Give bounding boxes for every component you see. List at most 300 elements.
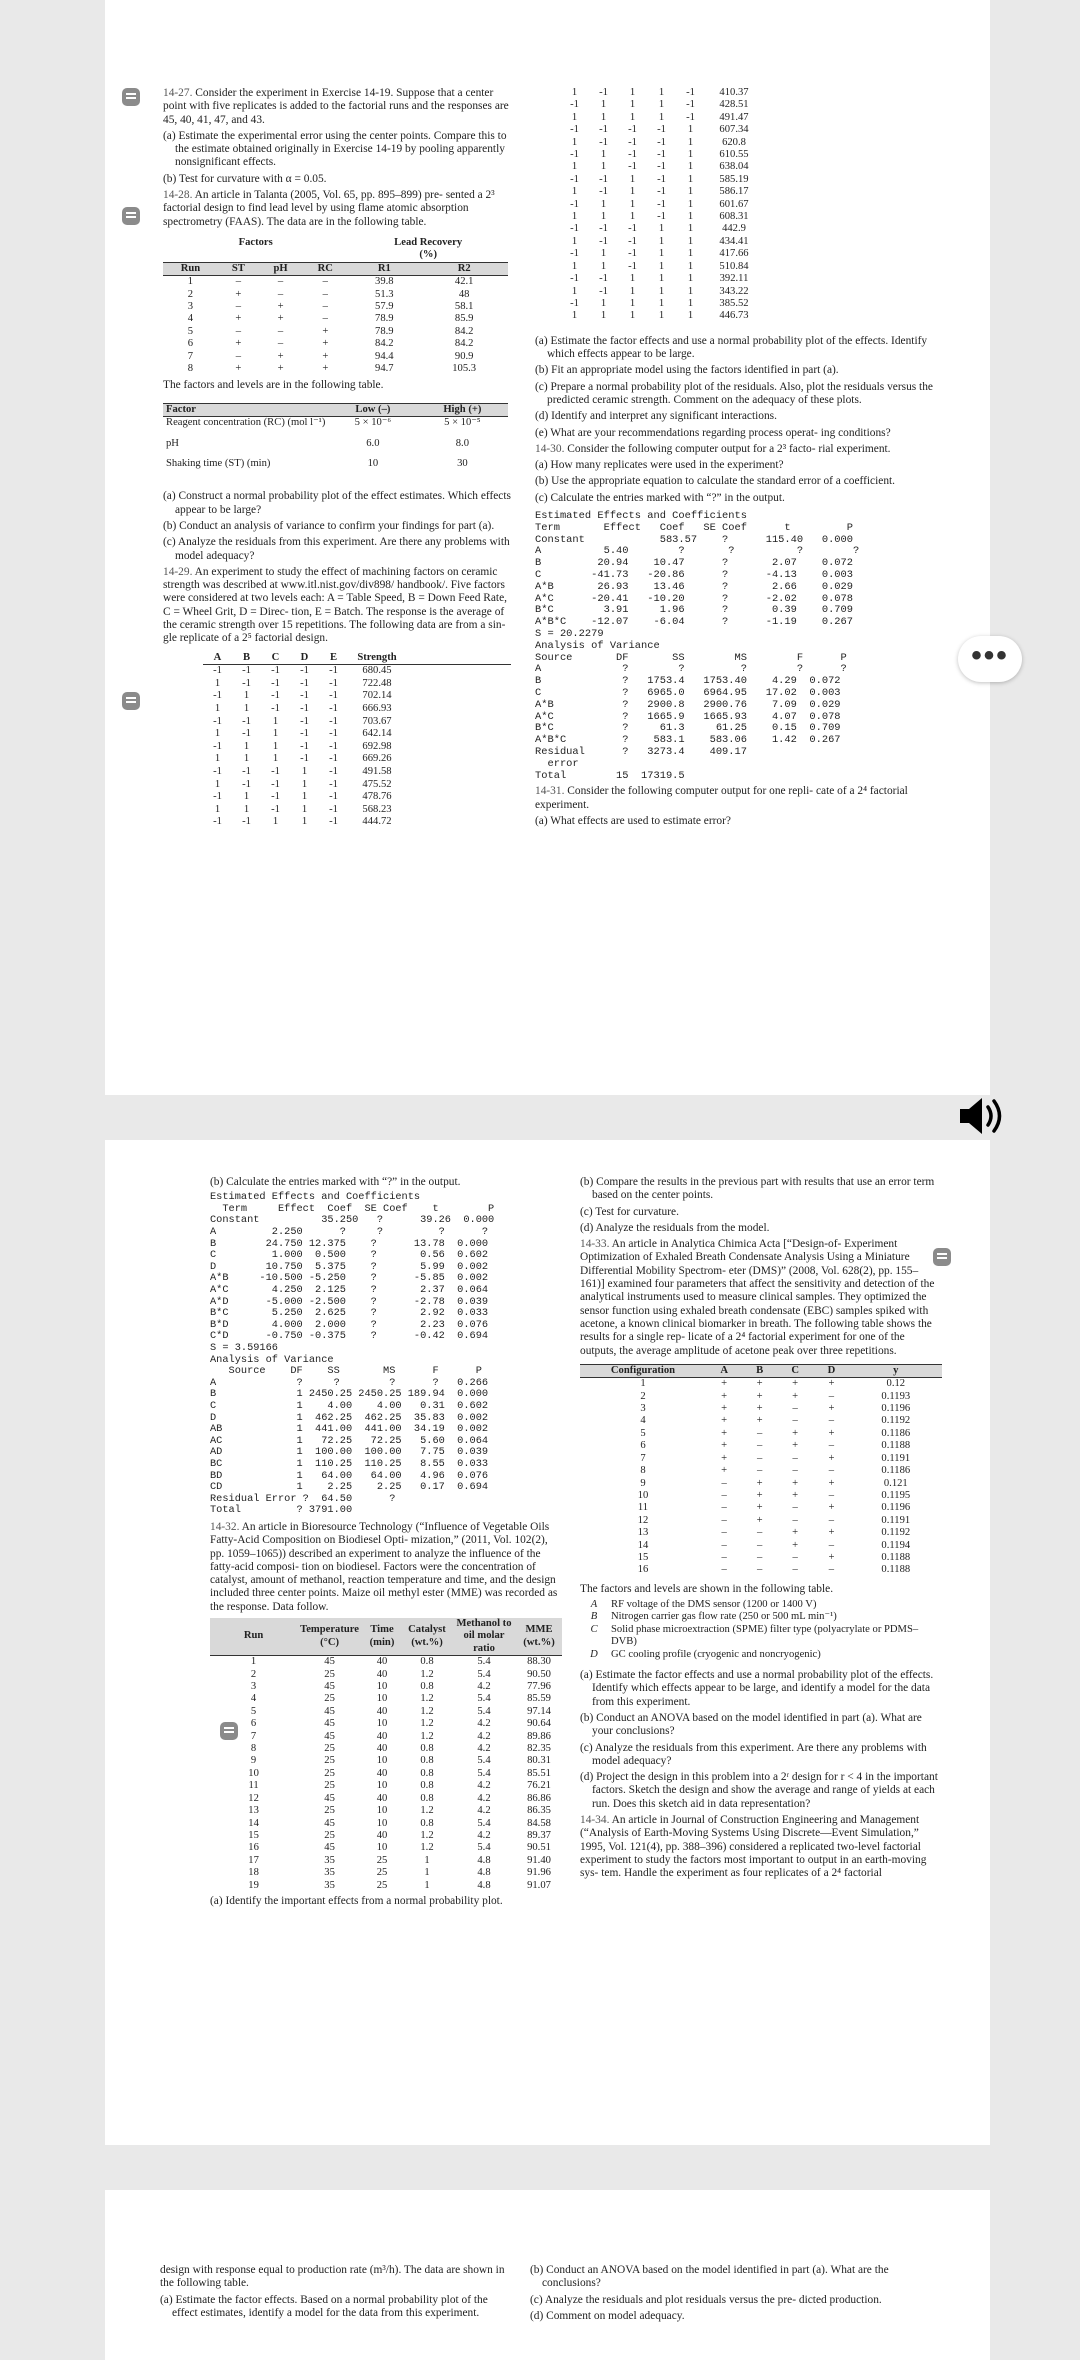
table-cell: 1 — [301, 791, 308, 803]
table-cell: 14 — [637, 1539, 649, 1551]
table-cell: 703.67 — [362, 715, 392, 727]
ex-14-28: 14-28. An article in Talanta (2005, Vol. 65, pp. 895–899) pre- sented a 2³ factorial design to find lead level by using flame atomic absorption spectrometry (FAAS). The data are in the following table. — [163, 189, 495, 228]
ex-14-33: 14-33. An article in Analytica Chimica Acta [“Design-of- Experiment Optimization of Exhaled Breath Condensate Analysis Using a Miniature Differential Mobility Spectrom- eter (DMS)” (2008, Vol. 628(2), pp. 155–161)] examined four parameters that affect the sensitivity and detection of the analytical instruments used to measure clinical samples. They optimized the sensor function using exhaled breath condensate (EBC) samples spiked with acetone, a known clinical biomarker in breath. The following table shows the results for a single rep- licate of a 2⁴ factorial experiment for one of the outputs, the average amplitude of acetone peak over three repetitions. — [580, 1238, 935, 1357]
table-cell: 77.96 — [527, 1681, 551, 1693]
table-cell: 1 — [687, 136, 694, 148]
table-cell: + — [756, 1403, 763, 1415]
table-cell: 510.84 — [719, 260, 749, 272]
table-cell: 1 — [571, 211, 578, 223]
annotation-icon[interactable] — [122, 207, 140, 225]
table-cell: -1 — [300, 703, 309, 714]
table-cell: -1 — [570, 248, 579, 260]
table-cell: 17 — [248, 1854, 259, 1866]
annotation-icon[interactable] — [122, 692, 140, 710]
table-cell: 25 — [324, 1805, 335, 1817]
table-cell: -1 — [242, 715, 251, 727]
table-cell: 88.30 — [527, 1656, 551, 1668]
more-options-icon[interactable]: ••• — [958, 636, 1022, 682]
ex-14-29-b: (b) Fit an appropriate model using the factors identified in part (a). — [535, 364, 839, 377]
table-cell: 5.4 — [477, 1767, 491, 1779]
table-cell: 10 — [376, 1805, 388, 1817]
table-cell: – — [792, 1403, 798, 1415]
table-cell: 84.58 — [527, 1817, 551, 1829]
table-cell: 5 — [640, 1427, 646, 1439]
textbook-page-3 — [105, 2190, 990, 2360]
table-cell: -1 — [657, 186, 666, 198]
table-cell: 97.14 — [527, 1705, 551, 1717]
ex-14-28-a: (a) Construct a normal probability plot of the effect estimates. Which effects appear to be large? — [163, 490, 511, 516]
table-cell: 1 — [629, 186, 636, 198]
table-cell: 1 — [600, 248, 607, 260]
table-cell: 4.8 — [477, 1854, 491, 1866]
table-cell: -1 — [686, 99, 695, 111]
table-cell: 12 — [637, 1514, 649, 1526]
table-cell: + — [721, 1403, 728, 1415]
table-cell: + — [721, 1378, 728, 1390]
table-cell: -1 — [628, 223, 637, 235]
table-row — [203, 716, 511, 729]
table-cell: -1 — [271, 778, 280, 790]
table-cell: 607.34 — [719, 124, 749, 136]
table-cell: 16 — [637, 1564, 649, 1576]
table-cell: 16 — [248, 1842, 259, 1854]
output-line: AC 1 72.25 72.25 5.60 0.064 — [210, 1434, 489, 1447]
table-cell: 84.2 — [454, 338, 474, 350]
table-cell: 7 — [250, 1730, 257, 1742]
table-cell: -1 — [329, 803, 338, 815]
table-cell: 8 — [250, 1743, 257, 1755]
table-row — [580, 1515, 942, 1527]
table-row — [580, 1403, 942, 1415]
table-cell: -1 — [628, 161, 637, 173]
table-cell: -1 — [300, 677, 309, 689]
table-cell: 1 — [571, 111, 578, 123]
table-cell: 5.4 — [477, 1693, 491, 1705]
table-cell: 84.2 — [454, 325, 474, 337]
table-cell: 0.1191 — [881, 1452, 911, 1464]
table-cell: 1.2 — [420, 1842, 434, 1854]
table-cell: -1 — [271, 703, 280, 714]
table-cell: 5.4 — [477, 1668, 491, 1680]
table-cell: 1 — [214, 703, 221, 714]
table-cell: -1 — [329, 791, 338, 803]
table-cell: – — [757, 1539, 763, 1551]
table-cell: 1 — [658, 273, 665, 285]
table-cell: 25 — [324, 1743, 335, 1755]
output-line: Constant 35.250 ? 39.26 0.000 — [210, 1214, 495, 1227]
table-cell: 0.1196 — [881, 1502, 911, 1514]
table-cell: – — [721, 1564, 727, 1576]
table-cell: + — [828, 1477, 835, 1489]
table-cell: 86.35 — [527, 1805, 551, 1817]
table-cell: 0.8 — [420, 1681, 434, 1693]
table-cell: 5.4 — [477, 1755, 491, 1767]
table-cell: 385.52 — [719, 297, 749, 309]
table-cell: 25 — [324, 1668, 335, 1680]
table-cell: 0.1195 — [881, 1489, 911, 1501]
table-cell: -1 — [271, 690, 280, 702]
table-cell: 25 — [376, 1867, 388, 1879]
table-cell: – — [792, 1465, 798, 1477]
table-cell: 13 — [637, 1527, 649, 1539]
table-cell: 91.40 — [527, 1854, 551, 1866]
speaker-icon[interactable] — [950, 1087, 1010, 1145]
table-cell: 1 — [687, 285, 694, 297]
output-line: S = 20.2279 — [535, 627, 604, 640]
table-cell: 1 — [424, 1854, 430, 1866]
table-cell: 8 — [640, 1465, 646, 1477]
table-cell: -1 — [242, 816, 251, 828]
table-cell: 0.1196 — [881, 1403, 911, 1415]
table-row — [203, 791, 511, 804]
table-cell: 25 — [324, 1829, 335, 1841]
table-cell: 45 — [324, 1730, 335, 1742]
table-row — [580, 1465, 942, 1477]
table-cell: 1 — [571, 235, 578, 247]
table-cell: -1 — [599, 124, 608, 136]
table-cell: 10 — [376, 1681, 388, 1693]
output-line: C 1 4.00 4.00 0.31 0.602 — [210, 1399, 489, 1412]
ex-14-32-b: (b) Compare the results in the previous part with results that use an error term based on the center points. — [580, 1176, 935, 1202]
table-row — [560, 298, 955, 310]
table-cell: -1 — [329, 728, 338, 740]
table-cell: 25 — [324, 1780, 335, 1792]
table-cell: 10 — [376, 1780, 388, 1792]
table-row — [163, 351, 508, 363]
table-cell: – — [757, 1551, 763, 1563]
table-cell: 1 — [600, 149, 607, 161]
table-cell: 40 — [376, 1668, 388, 1680]
table-row — [580, 1552, 942, 1564]
computer-output-14-31 — [210, 1192, 562, 1517]
table-cell: -1 — [213, 690, 222, 702]
table-row — [560, 112, 955, 124]
table-row — [580, 1378, 942, 1391]
acetone-rows — [580, 1378, 942, 1577]
table-cell: 57.9 — [375, 301, 394, 312]
table-cell: 1 — [424, 1867, 430, 1879]
table-cell: 1 — [629, 99, 636, 111]
output-line: AD 1 100.00 100.00 7.75 0.039 — [210, 1446, 489, 1459]
table-row — [560, 236, 955, 248]
table-cell: 1.2 — [420, 1668, 434, 1680]
table-cell: -1 — [628, 149, 637, 161]
table-cell: + — [792, 1390, 799, 1402]
table-cell: 680.45 — [362, 665, 392, 677]
table-cell: 446.73 — [719, 310, 749, 322]
table-cell: 4.2 — [477, 1681, 491, 1693]
output-line: A 2.250 ? ? ? ? — [210, 1226, 489, 1239]
textbook-page-2 — [105, 1140, 990, 2145]
table-cell: 1 — [658, 285, 665, 297]
table-row — [163, 338, 508, 350]
table-cell: -1 — [570, 273, 579, 285]
table-cell: -1 — [213, 816, 222, 828]
table-cell: – — [792, 1452, 798, 1464]
table-row — [203, 665, 511, 678]
ex-14-27: 14-27. Consider the experiment in Exercise 14-19. Suppose that a center point with five replicates is added to the factorial runs and the responses are 45, 40, 41, 47, and 43. — [163, 87, 509, 126]
table-cell: + — [235, 288, 242, 300]
table-cell: 1 — [301, 765, 308, 777]
table-cell: 585.19 — [719, 173, 749, 185]
table-cell: + — [792, 1440, 799, 1452]
output-line: Total 15 17319.5 — [535, 769, 685, 782]
table-cell: 392.11 — [719, 273, 749, 285]
table-cell: – — [828, 1489, 835, 1501]
table-cell: + — [322, 350, 329, 362]
output-line: BC 1 110.25 110.25 8.55 0.033 — [210, 1457, 489, 1470]
table-cell: 1 — [571, 161, 578, 173]
ex-14-31-b: (b) Calculate the entries marked with “?” in the output. — [210, 1176, 461, 1188]
table-cell: -1 — [271, 791, 280, 803]
table-row — [580, 1527, 942, 1539]
table-cell: -1 — [599, 273, 608, 285]
table-cell: 10 — [376, 1718, 388, 1730]
ex-14-29: 14-29. An experiment to study the effect of machining factors on ceramic strength was described at www.itl.nist.gov/div898/ handbook/. Five factors were considered at two levels each: A = Table Speed, B = Down Feed Rate, C = Wheel Grit, D = Direc- tion, E = Batch. The response is the average of the ceramic strength over 15 repetitions. The following data are from a sin- gle replicate of a 2⁵ factorial design. — [163, 565, 507, 645]
table-cell: -1 — [300, 753, 309, 765]
output-line: B*D 4.000 2.000 ? 2.23 0.076 — [210, 1318, 489, 1331]
table-cell: 5.4 — [477, 1842, 491, 1854]
output-line: C*D -0.750 -0.375 ? -0.42 0.694 — [210, 1330, 489, 1343]
table-cell: – — [721, 1551, 727, 1563]
output-line: A ? ? ? ? ? — [535, 663, 847, 676]
ex-14-34: 14-34. An article in Journal of Construction Engineering and Management (“Analysis of Earth-Moving Systems Using Discrete—Event Simulation,” 1995, Vol. 121(4), pp. 388–396) considered a replicated two-level factorial experiment to study the factors most important to output in an earth-moving sys- tem. Handle the experiment as four replicates of a 2⁴ factorial — [580, 1814, 927, 1880]
table-cell: 94.7 — [375, 363, 394, 375]
table-cell: + — [235, 338, 242, 350]
table-cell: 78.9 — [375, 313, 394, 325]
table-cell: -1 — [570, 198, 579, 210]
table-cell: 1 — [687, 161, 694, 173]
table-cell: 0.1188 — [881, 1564, 911, 1576]
table-cell: -1 — [242, 778, 251, 790]
ex-14-33-a: (a) Estimate the factor effects and use a normal probability plot of the effects. Identify which effects appear to be large, and identify a model for the data from this experiment. — [580, 1669, 934, 1708]
table-cell: 1 — [658, 260, 665, 272]
table-cell: 3 — [640, 1403, 646, 1415]
table-cell: 6 — [187, 338, 194, 350]
annotation-icon[interactable] — [933, 1248, 951, 1266]
table-cell: -1 — [570, 223, 579, 235]
table-row — [210, 1718, 562, 1730]
table-cell: + — [756, 1514, 763, 1526]
table-cell: + — [828, 1427, 835, 1439]
ex-14-31: 14-31. Consider the following computer output for one repli- cate of a 2⁴ factorial experiment. — [535, 785, 908, 811]
table-cell: + — [756, 1378, 763, 1390]
table-cell: 89.86 — [527, 1730, 551, 1742]
table-cell: 6 — [250, 1718, 257, 1730]
table-cell: -1 — [300, 690, 309, 702]
table-cell: 491.58 — [362, 765, 392, 777]
table-cell: + — [322, 338, 329, 350]
table-cell: – — [757, 1452, 763, 1464]
table-cell: 0.1193 — [881, 1390, 911, 1402]
table-cell: 45 — [324, 1681, 335, 1693]
table-cell: 90.9 — [454, 350, 474, 362]
table-cell: – — [235, 325, 242, 337]
table-row — [210, 1693, 562, 1705]
table-cell: 1 — [658, 111, 665, 123]
table-cell: 1 — [243, 791, 250, 803]
table-cell: – — [792, 1514, 798, 1526]
table-cell: 1.2 — [420, 1718, 434, 1730]
table-cell: 1 — [214, 803, 221, 815]
table-cell: -1 — [329, 816, 338, 828]
levels-intro: The factors and levels are in the following table. — [163, 379, 384, 392]
table-cell: 1 — [272, 715, 279, 727]
table-cell: 4.8 — [477, 1867, 491, 1879]
table-cell: 0.1186 — [881, 1465, 911, 1477]
output-line: C 1.000 0.500 ? 0.56 0.602 — [210, 1249, 489, 1262]
table-cell: 0.8 — [420, 1656, 434, 1668]
table-cell: 1 — [272, 740, 279, 752]
table-cell: 45 — [324, 1842, 335, 1854]
ex-14-34-a: (a) Estimate the factor effects. Based on a normal probability plot of the effect estimates, identify a model for the data from this experiment. — [160, 2293, 488, 2319]
ex-14-32-c: (c) Test for curvature. — [580, 1205, 679, 1218]
output-line: Source DF SS MS F P — [535, 651, 847, 664]
table-cell: 1 — [600, 161, 607, 173]
output-line: B ? 1753.4 1753.40 4.29 0.072 — [535, 675, 841, 688]
dms-levels-rows — [580, 1599, 942, 1661]
table-cell: 1 — [250, 1656, 257, 1668]
table-cell: 4.8 — [477, 1879, 491, 1891]
table-cell: 86.86 — [527, 1792, 551, 1804]
table-cell: 1 — [687, 186, 694, 198]
table-cell: + — [828, 1378, 835, 1390]
table-cell: Nitrogen carrier gas flow rate (250 or 500 mL min⁻¹) — [611, 1611, 837, 1623]
table-cell: 1 — [658, 99, 665, 111]
table-cell: -1 — [628, 136, 637, 148]
ex-14-27-a: (a) Estimate the experimental error using the center points. Compare this to the estimate obtained originally in Exercise 14-19 by pooling apparently nonsignificant effects. — [163, 129, 507, 169]
table-cell: -1 — [657, 124, 666, 136]
output-line: D 1 462.25 462.25 35.83 0.002 — [210, 1411, 489, 1424]
table-cell: + — [792, 1539, 799, 1551]
table-cell: + — [828, 1527, 835, 1539]
ex-14-32-a: (a) Identify the important effects from a normal probability plot. — [210, 1894, 503, 1907]
table-cell: 11 — [248, 1780, 259, 1792]
table-cell: 94.4 — [375, 350, 394, 362]
table-cell: 0.1188 — [881, 1551, 911, 1563]
output-line: A*B*C -12.07 -6.04 ? -1.19 0.267 — [535, 616, 854, 629]
table-cell: 1 — [629, 173, 636, 185]
table-cell: 1 — [187, 276, 194, 288]
table-cell: 4.2 — [477, 1829, 491, 1841]
table-cell: – — [721, 1477, 727, 1489]
table-cell: 82.35 — [527, 1743, 551, 1755]
table-cell: 1 — [571, 285, 578, 297]
table-cell: 1 — [600, 260, 607, 272]
table-row — [580, 1440, 942, 1452]
table-row — [580, 1599, 942, 1611]
table-cell: 0.8 — [420, 1792, 434, 1804]
table-row — [560, 261, 955, 273]
table-cell: 1 — [658, 248, 665, 260]
ex-14-33-levels-intro: The factors and levels are shown in the following table. — [580, 1582, 834, 1595]
table-cell: – — [721, 1539, 727, 1551]
ex-14-32-d: (d) Analyze the residuals from the model. — [580, 1221, 770, 1234]
output-line: D 10.750 5.375 ? 5.99 0.002 — [210, 1260, 489, 1273]
table-cell: + — [277, 350, 284, 362]
output-line: Constant 583.57 ? 115.40 0.000 — [535, 533, 854, 546]
strength-rows — [203, 665, 511, 829]
table-cell: 1 — [658, 235, 665, 247]
table-cell: + — [322, 363, 329, 375]
mme-rows — [210, 1656, 562, 1892]
annotation-icon[interactable] — [220, 1722, 238, 1740]
table-cell: – — [828, 1465, 835, 1477]
table-cell: -1 — [271, 677, 280, 689]
table-cell: 586.17 — [719, 186, 749, 198]
table-cell: 4.2 — [477, 1718, 491, 1730]
table-cell: 90.51 — [527, 1842, 551, 1854]
table-cell: 1 — [571, 186, 578, 198]
table-cell: 5 — [250, 1705, 257, 1717]
table-cell: 442.9 — [722, 223, 746, 235]
ex-14-29-parts — [535, 335, 955, 440]
table-cell: – — [277, 338, 284, 350]
table-cell: 0.8 — [420, 1767, 434, 1779]
table-cell: -1 — [657, 161, 666, 173]
table-cell: 11 — [637, 1502, 649, 1514]
table-cell: – — [235, 276, 242, 288]
table-cell: 25 — [324, 1693, 335, 1705]
table-cell: + — [277, 363, 284, 375]
table-cell: -1 — [213, 715, 222, 727]
output-line: S = 3.59166 — [210, 1342, 278, 1355]
table-row — [210, 1669, 562, 1681]
dms-levels-table — [580, 1599, 942, 1661]
table-row — [580, 1391, 942, 1403]
table-cell: 478.76 — [362, 791, 392, 803]
table-cell: -1 — [213, 740, 222, 752]
table-cell: – — [828, 1390, 835, 1402]
table-cell: – — [757, 1564, 763, 1576]
table-row — [580, 1502, 942, 1514]
table-cell: – — [721, 1527, 727, 1539]
table-cell: + — [277, 313, 284, 325]
annotation-icon[interactable] — [122, 88, 140, 106]
ex-14-30-a: (a) How many replicates were used in the experiment? — [535, 459, 784, 472]
table-cell: 40 — [376, 1829, 388, 1841]
table-row — [163, 276, 508, 289]
output-line: B 1 2450.25 2450.25 189.94 0.000 — [210, 1388, 489, 1401]
table-row — [203, 678, 511, 691]
table-cell: – — [322, 301, 328, 312]
table-cell: 42.1 — [454, 276, 474, 288]
table-cell: 40 — [376, 1656, 388, 1668]
table-cell: – — [277, 276, 284, 288]
table-row — [203, 779, 511, 792]
table-cell: – — [721, 1489, 727, 1501]
table-cell: 8 — [187, 363, 194, 375]
table-cell: 1 — [301, 816, 308, 828]
table-cell: 1 — [687, 297, 694, 309]
table-cell: -1 — [599, 136, 608, 148]
table-cell: 1 — [600, 310, 607, 322]
table-cell: 1 — [214, 677, 221, 689]
table-cell: -1 — [329, 665, 338, 677]
table-cell: 80.31 — [527, 1755, 551, 1767]
output-line: A*D -5.000 -2.500 ? -2.78 0.039 — [210, 1295, 489, 1308]
table-cell: -1 — [686, 111, 695, 123]
table-row — [210, 1805, 562, 1817]
table-cell: 1 — [600, 297, 607, 309]
table-cell: + — [721, 1427, 728, 1439]
table-cell: -1 — [599, 173, 608, 185]
table-row — [210, 1880, 562, 1892]
table-cell: 10 — [376, 1693, 388, 1705]
table-row — [210, 1706, 562, 1718]
table-cell: 1 — [214, 778, 221, 790]
table-cell: -1 — [599, 235, 608, 247]
